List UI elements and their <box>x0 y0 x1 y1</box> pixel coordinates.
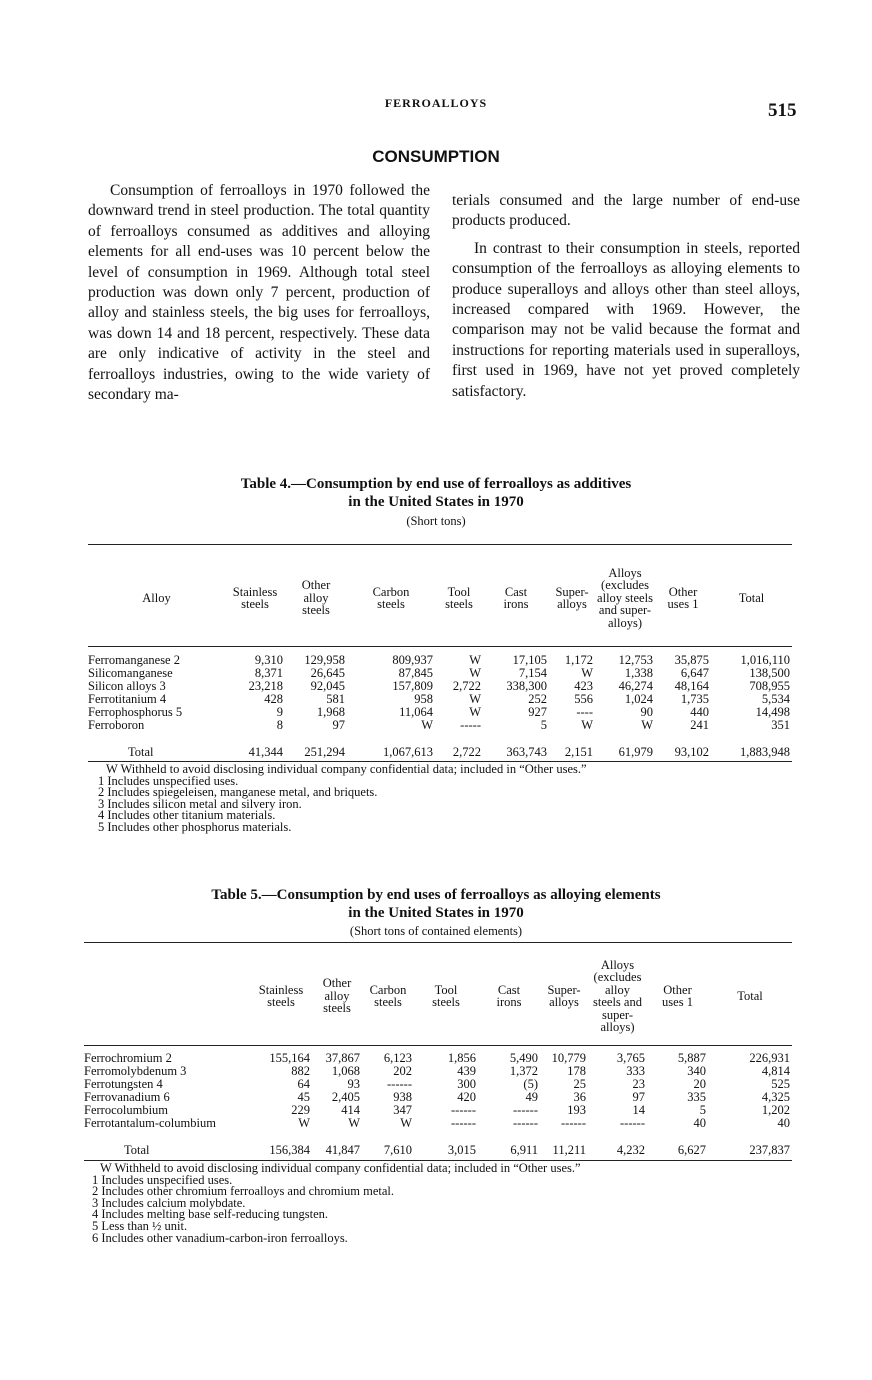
table5-header-total: Total <box>737 988 763 1003</box>
footnote: W Withheld to avoid disclosing individual company confidential data; included in “Other uses.” <box>100 1161 581 1175</box>
table5-caption <box>0 886 872 922</box>
table4-total-row: Total 41,344 251,294 1,067,613 2,722 363,743 2,151 61,979 93,102 1,883,948 <box>128 745 790 759</box>
footnote: 4 Includes melting base self-reducing tungsten. <box>92 1207 329 1222</box>
table4-header-tool: Tool steels <box>445 584 473 611</box>
table5-footnotes <box>92 1163 581 1244</box>
table5-header-alloys: Alloys (excludes alloy steels and super-alloys) <box>593 957 642 1034</box>
table5-total-row: Total 156,384 41,847 7,610 3,015 6,911 11,211 4,232 6,627 237,837 <box>124 1143 790 1157</box>
table4-header-super: Super-alloys <box>555 584 589 611</box>
table5-caption-line1: Table 5.—Consumption by end uses of ferroalloys as alloying elements <box>211 887 661 903</box>
right-column <box>452 191 800 402</box>
table4 <box>88 552 792 759</box>
table4-header-row <box>88 552 792 644</box>
footnote: 1 Includes unspecified uses. <box>98 773 239 788</box>
table-row: Silicomanganese 8,371 26,645 87,845 W 7,154 W 1,338 6,647 138,500 <box>88 666 790 680</box>
left-paragraph: Consumption of ferroalloys in 1970 followed the downward trend in steel production. The total quantity of ferroalloys consumed as additives and alloying elements for all end-uses was 10 percent below the level of consumption in 1969. Although total steel production was down only 7 percent, production of alloy and stainless steels, the big uses for ferroalloys, was down 14 and 18 percent, respectively. These data are only indicative of activity in the steel and ferroalloys industries, owing to the wide variety of secondary ma- <box>88 182 430 404</box>
table-row: Ferrovanadium 6 45 2,405 938 420 49 36 97 335 4,325 <box>84 1090 790 1104</box>
table5-header-cast: Cast irons <box>496 982 522 1009</box>
table4-header-total: Total <box>738 590 765 605</box>
table5-unit: (Short tons of contained elements) <box>349 924 523 938</box>
table-row: Silicon alloys 3 23,218 92,045 157,809 2,722 338,300 423 46,274 48,164 708,955 <box>88 679 790 693</box>
table5-header-super: Super-alloys <box>547 982 581 1009</box>
right-paragraph: In contrast to their consumption in steels, reported consumption of the ferroalloys as alloying elements to produce superalloys and alloys other than steel alloys, increased compared with 1969. However, the comparison may not be valid because the format and instructions for reporting materials used in superalloys, first used in 1969, have not yet proved completely satisfactory. <box>452 239 800 400</box>
footnote: 1 Includes unspecified uses. <box>92 1172 233 1187</box>
table4-header-stainless: Stainless steels <box>232 584 278 611</box>
table4-caption-line2: in the United States in 1970 <box>348 494 524 510</box>
table5-header-carbon: Carbon steels <box>369 982 407 1009</box>
table-row: Ferrochromium 2 155,164 37,867 6,123 1,856 5,490 10,779 3,765 5,887 226,931 <box>84 1051 790 1065</box>
footnote: 5 Less than ½ unit. <box>92 1218 188 1233</box>
footnote: 4 Includes other titanium materials. <box>98 808 276 823</box>
footnote: 3 Includes silicon metal and silvery iron. <box>98 796 302 811</box>
table5-top-rule <box>84 942 792 943</box>
table-row: Ferrophosphorus 5 9 1,968 11,064 W 927 ---- 90 440 14,498 <box>88 705 790 719</box>
table4-header-alloys: Alloys (excludes alloy steels and super-alloys) <box>597 565 653 630</box>
table5-header-stainless: Stainless steels <box>258 982 304 1009</box>
table4-header-alloy: Alloy <box>142 590 171 605</box>
footnote: 2 Includes other chromium ferroalloys and chromium metal. <box>92 1184 394 1199</box>
table4-caption <box>0 475 872 511</box>
table4-header-cast: Cast irons <box>503 584 529 611</box>
footnote: W Withheld to avoid disclosing individual company confidential data; included in “Other uses.” <box>106 762 587 776</box>
section-title: CONSUMPTION <box>372 147 500 166</box>
table4-header-other-alloy: Other alloy steels <box>301 578 331 618</box>
footnote: 5 Includes other phosphorus materials. <box>98 819 292 834</box>
table5 <box>84 950 792 1157</box>
table4-header-carbon: Carbon steels <box>372 584 410 611</box>
page-number: 515 <box>768 100 797 121</box>
table5-header-other-alloy: Other alloy steels <box>322 976 352 1016</box>
table4-caption-line1: Table 4.—Consumption by end use of ferroalloys as additives <box>240 476 632 492</box>
table-row: Ferromolybdenum 3 882 1,068 202 439 1,372 178 333 340 4,814 <box>84 1064 790 1078</box>
table-row: Ferrotantalum-columbium W W W ------ ------ ------ ------ 40 40 <box>84 1116 790 1130</box>
footnote: 6 Includes other vanadium-carbon-iron ferroalloys. <box>92 1230 348 1245</box>
table-row: Ferroboron 8 97 W ----- 5 W W 241 351 <box>88 718 790 732</box>
left-paragraph-continued: terials consumed and the large number of end-use products produced. <box>452 192 800 230</box>
running-head: FERROALLOYS <box>384 96 488 110</box>
table-row: Ferrotitanium 4 428 581 958 W 252 556 1,024 1,735 5,534 <box>88 692 790 706</box>
left-column <box>88 181 430 405</box>
table-row: Ferrocolumbium 229 414 347 ------ ------ 193 14 5 1,202 <box>84 1103 790 1117</box>
footnote: 3 Includes calcium molybdate. <box>92 1195 246 1210</box>
footnote: 2 Includes spiegeleisen, manganese metal, and briquets. <box>98 785 378 800</box>
table4-footnotes <box>98 764 587 834</box>
table5-header-row <box>84 950 792 1042</box>
table-row: Ferrotungsten 4 64 93 ------ 300 (5) 25 23 20 525 <box>84 1077 790 1091</box>
table4-header-other-uses: Other uses 1 <box>667 584 699 611</box>
table4-top-rule <box>88 544 792 545</box>
table5-header-other-uses: Other uses 1 <box>662 982 693 1009</box>
table4-unit: (Short tons) <box>406 514 466 528</box>
table5-caption-line2: in the United States in 1970 <box>348 905 524 921</box>
table-row: Ferromanganese 2 9,310 129,958 809,937 W 17,105 1,172 12,753 35,875 1,016,110 <box>88 653 790 667</box>
table5-header-tool: Tool steels <box>432 982 460 1009</box>
